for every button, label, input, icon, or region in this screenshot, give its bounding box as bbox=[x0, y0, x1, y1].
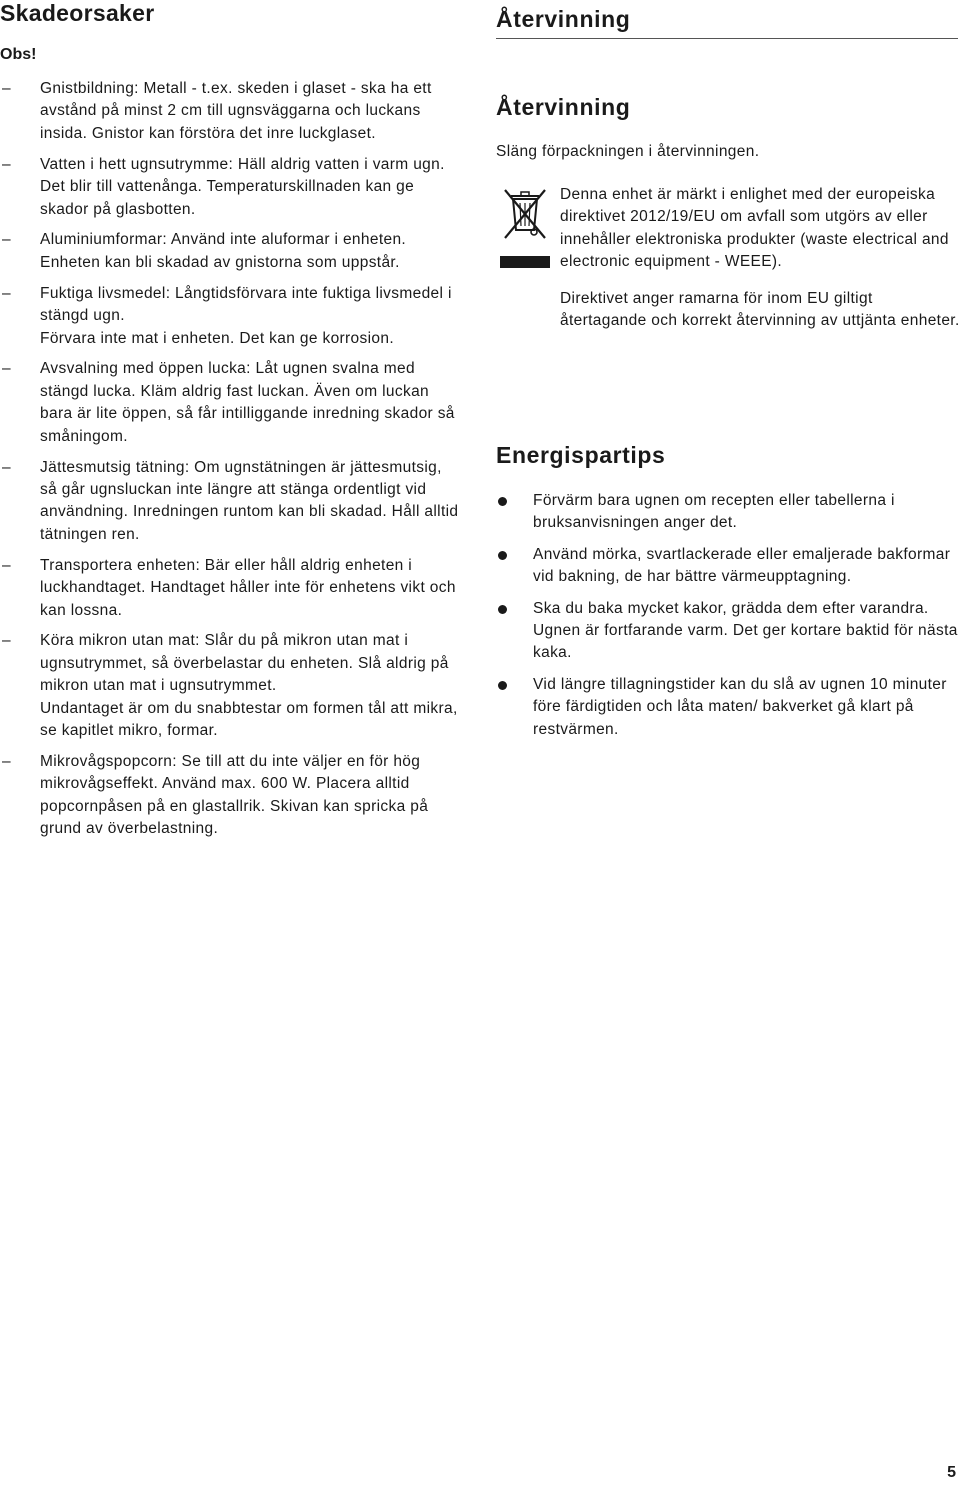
energy-tip-item bbox=[496, 674, 958, 741]
weee-paragraph: Direktivet anger ramarna för inom EU giltigt återtagande och korrekt återvinning av uttjänta enheter. bbox=[560, 289, 960, 330]
dash-bullet: – bbox=[2, 80, 11, 97]
dash-bullet: – bbox=[2, 360, 11, 378]
damage-cause-text: Gnistbildning: Metall - t.ex. skeden i glaset - ska ha ett avstånd på minst 2 cm till ugnsväggarna och luckans insida. Gnistor kan förstöra det inre luckglaset. bbox=[40, 80, 432, 142]
damage-cause-item bbox=[0, 457, 462, 547]
energy-tip-text: Ska du baka mycket kakor, grädda dem efter varandra. Ugnen är fortfarande varm. Det ger kortare baktid för nästa kaka. bbox=[533, 599, 958, 662]
bullet-dot-icon bbox=[498, 497, 507, 506]
recycling-subheading: Återvinning bbox=[496, 94, 631, 120]
heading-rule bbox=[496, 38, 958, 39]
weee-paragraph: Denna enhet är märkt i enlighet med der europeiska direktivet 2012/19/EU om avfall som utgörs av eller innehåller elektroniska produkter (waste electrical and electronic equipment - WEEE). bbox=[560, 186, 949, 271]
damage-cause-text: Transportera enheten: Bär eller håll aldrig enheten i luckhandtaget. Handtaget håller inte för enhetens vikt och kan lossna. bbox=[40, 556, 456, 619]
energy-tip-item bbox=[496, 598, 958, 665]
energy-tip-item bbox=[496, 490, 958, 535]
damage-cause-item bbox=[0, 358, 462, 448]
dash-bullet: – bbox=[2, 231, 11, 249]
energy-tips-heading: Energispartips bbox=[496, 442, 666, 468]
crossed-out-wheelie-bin-icon bbox=[500, 186, 550, 270]
damage-cause-item bbox=[0, 78, 462, 145]
dash-bullet: – bbox=[2, 458, 11, 476]
energy-tip-item bbox=[496, 544, 958, 589]
packaging-recycling-text: Släng förpackningen i återvinningen. bbox=[496, 143, 760, 160]
damage-cause-text: Jättesmutsig tätning: Om ugnstätningen är jättesmutsig, så går ugnsluckan inte längre att stänga ordentligt vid användning. Inredningen runtom kan bli skadad. Håll alltid tätningen ren. bbox=[40, 458, 459, 543]
damage-cause-text: Undantaget är om du snabbtestar om formen tål att mikra, se kapitlet mikro, formar. bbox=[40, 699, 458, 740]
damage-cause-text: Aluminiumformar: Använd inte aluformar i enheten. Enheten kan bli skadad av gnistorna som uppstår. bbox=[40, 231, 407, 271]
damage-cause-item bbox=[0, 154, 462, 221]
damage-cause-text: Förvara inte mat i enheten. Det kan ge korrosion. bbox=[40, 329, 395, 347]
dash-bullet: – bbox=[2, 752, 11, 770]
dash-bullet: – bbox=[2, 632, 11, 650]
bullet-dot-icon bbox=[498, 551, 507, 560]
energy-tip-text: Vid längre tillagningstider kan du slå av ugnen 10 minuter före färdigtiden och låta maten/ bakverket gå klart på restvärmen. bbox=[533, 675, 947, 738]
recycling-section-heading: Återvinning bbox=[496, 6, 631, 32]
damage-cause-item bbox=[0, 229, 462, 274]
damage-cause-item bbox=[0, 751, 462, 841]
page-number: 5 bbox=[947, 1464, 956, 1481]
damage-cause-text: Avsvalning med öppen lucka: Låt ugnen svalna med stängd lucka. Kläm aldrig fast luckan. Även om luckan bara är lite öppen, så får intilliggande inredning skador så småningom. bbox=[40, 360, 455, 445]
damage-cause-text: Fuktiga livsmedel: Långtidsförvara inte fuktiga livsmedel i stängd ugn. bbox=[40, 284, 452, 325]
dash-bullet: – bbox=[2, 284, 11, 302]
dash-bullet: – bbox=[2, 556, 11, 574]
damage-causes-list bbox=[0, 78, 462, 849]
bullet-dot-icon bbox=[498, 681, 507, 690]
energy-tips-list bbox=[496, 490, 958, 750]
damage-cause-text: Köra mikron utan mat: Slår du på mikron utan mat i ugnsutrymmet, så överbelastar du enheten. Slå aldrig på mikron utan mat i ugnsutrymmet. bbox=[40, 632, 449, 695]
energy-tip-text: Använd mörka, svartlackerade eller emaljerade bakformar vid bakning, de har bättre värmeupptagning. bbox=[533, 545, 951, 586]
bullet-dot-icon bbox=[498, 605, 507, 614]
damage-causes-heading: Skadeorsaker bbox=[0, 0, 155, 26]
damage-cause-text: Vatten i hett ugnsutrymme: Häll aldrig vatten i varm ugn. Det blir till vattenånga. Temperaturskillnaden kan ge skador på glasbotten. bbox=[40, 155, 445, 218]
damage-cause-item bbox=[0, 283, 462, 350]
damage-cause-item bbox=[0, 630, 462, 742]
energy-tip-text: Förvärm bara ugnen om recepten eller tabellerna i bruksanvisningen anger det. bbox=[533, 492, 895, 532]
weee-directive-text bbox=[560, 184, 960, 346]
dash-bullet: – bbox=[2, 155, 11, 173]
note-label: Obs! bbox=[0, 46, 37, 63]
damage-cause-text: Mikrovågspopcorn: Se till att du inte väljer en för hög mikrovågseffekt. Använd max. 600 W. Placera alltid popcornpåsen på en glastallrik. Skivan kan spricka på grund av överbelastning. bbox=[40, 752, 429, 838]
damage-cause-item bbox=[0, 555, 462, 622]
